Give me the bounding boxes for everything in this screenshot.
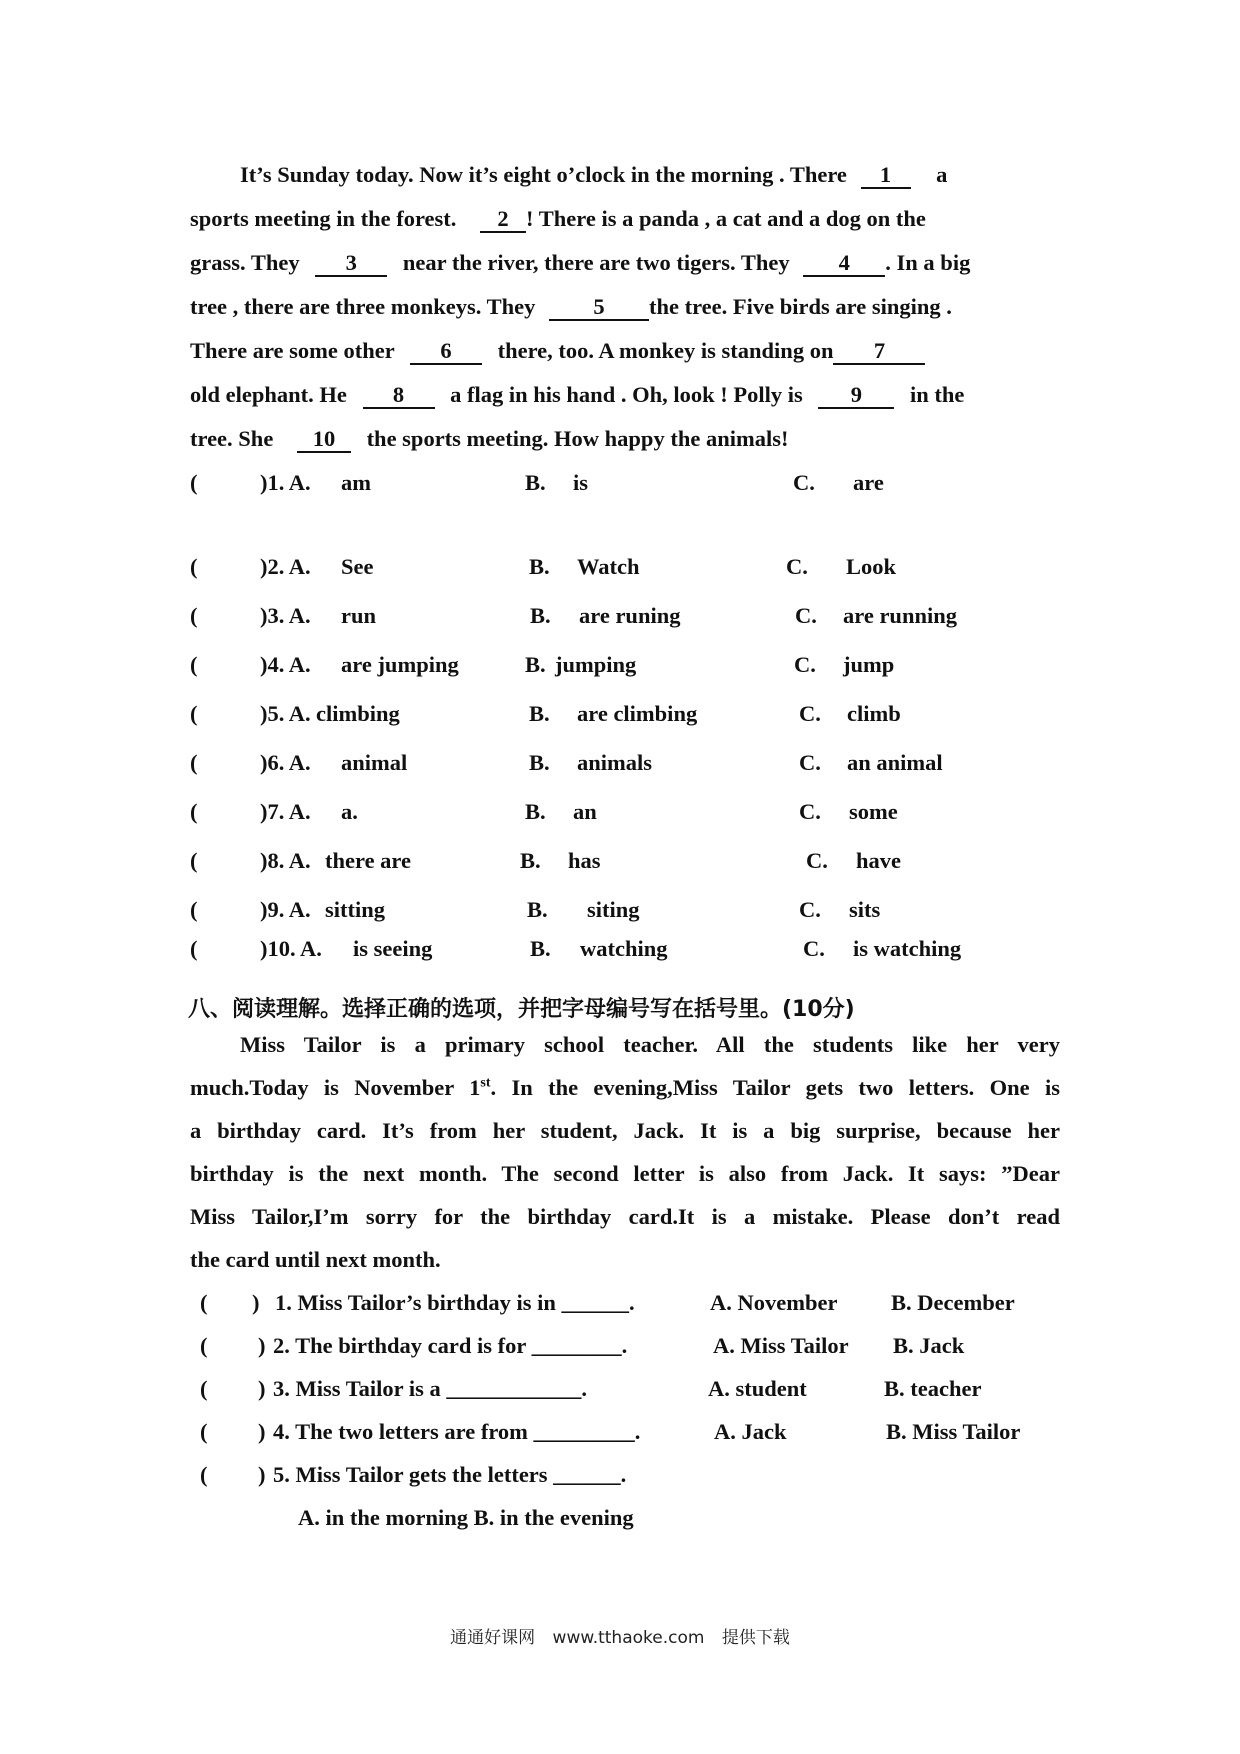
question-number: )2. A. bbox=[260, 554, 311, 579]
option-c: are running bbox=[843, 603, 957, 628]
option-a: A. Miss Tailor bbox=[713, 1333, 849, 1358]
answer-paren: ( bbox=[200, 1376, 208, 1401]
option-a: a. bbox=[341, 799, 358, 824]
option-b: has bbox=[568, 848, 601, 873]
option-c-label: C. bbox=[806, 848, 828, 873]
option-b-label: B. bbox=[525, 799, 546, 824]
cloze-text: tree , there are three monkeys. They bbox=[190, 294, 536, 319]
cloze-text: . In a big bbox=[885, 250, 971, 275]
cloze-text: tree. She bbox=[190, 426, 274, 451]
cloze-blank-8: 8 bbox=[363, 383, 435, 409]
footer-site-name: 通通好课网 bbox=[450, 1628, 536, 1648]
cloze-line-5 bbox=[190, 336, 1060, 366]
option-a: sitting bbox=[325, 897, 386, 922]
cloze-blank-10: 10 bbox=[297, 427, 351, 453]
cloze-text: a bbox=[936, 162, 948, 187]
option-b: B. December bbox=[891, 1290, 1015, 1315]
answer-paren: ( bbox=[200, 1419, 208, 1444]
option-b: an bbox=[573, 799, 597, 824]
cloze-text: old elephant. He bbox=[190, 382, 347, 407]
question-5-options: A. in the morning B. in the evening bbox=[298, 1505, 634, 1530]
question-number: )8. A. bbox=[260, 848, 311, 873]
option-a: See bbox=[341, 554, 374, 579]
option-b-label: B. bbox=[525, 652, 546, 677]
cloze-text: It’s Sunday today. Now it’s eight o’clock in the morning . There bbox=[240, 162, 847, 187]
option-c: is watching bbox=[853, 936, 962, 961]
question-number: )10. A. bbox=[260, 936, 322, 961]
reading-text: . In the evening,Miss Tailor gets two letters. One is bbox=[490, 1075, 1060, 1100]
question-number: )9. A. bbox=[260, 897, 311, 922]
footer-url[interactable]: www.tthaoke.com bbox=[552, 1628, 705, 1648]
option-b: B. teacher bbox=[884, 1376, 982, 1401]
reading-line-2 bbox=[190, 1073, 1060, 1103]
option-c-label: C. bbox=[786, 554, 808, 579]
option-a: is seeing bbox=[353, 936, 433, 961]
option-b: are runing bbox=[579, 603, 681, 628]
option-b-label: B. bbox=[529, 554, 550, 579]
cloze-blank-4: 4 bbox=[803, 251, 885, 277]
cloze-text: There are some other bbox=[190, 338, 395, 363]
footer-note: 提供下载 bbox=[721, 1628, 790, 1648]
question-text: 4. The two letters are from _________. bbox=[273, 1419, 641, 1444]
reading-text: much.Today is November 1 bbox=[190, 1075, 481, 1100]
cloze-blank-9: 9 bbox=[818, 383, 894, 409]
cloze-line-7 bbox=[190, 424, 1060, 454]
option-c-label: C. bbox=[799, 750, 821, 775]
option-b-label: B. bbox=[527, 897, 548, 922]
cloze-text: the sports meeting. How happy the animals! bbox=[366, 426, 789, 451]
cloze-text: there, too. A monkey is standing on bbox=[497, 338, 834, 363]
cloze-line-3 bbox=[190, 248, 1060, 278]
question-number: )4. A. bbox=[260, 652, 311, 677]
cloze-line-2 bbox=[190, 204, 1060, 234]
option-c: have bbox=[856, 848, 901, 873]
option-b-label: B. bbox=[530, 603, 551, 628]
cloze-text: grass. They bbox=[190, 250, 300, 275]
option-c: some bbox=[849, 799, 898, 824]
cloze-line-4 bbox=[190, 292, 1060, 322]
question-text: 2. The birthday card is for ________. bbox=[273, 1333, 628, 1358]
answer-paren: ( bbox=[190, 936, 198, 961]
answer-paren: ( bbox=[190, 603, 198, 628]
option-b-label: B. bbox=[529, 750, 550, 775]
option-b: are climbing bbox=[577, 701, 698, 726]
option-b: watching bbox=[580, 936, 668, 961]
option-b: Watch bbox=[577, 554, 640, 579]
reading-line-6: the card until next month. bbox=[190, 1247, 441, 1272]
question-number: )3. A. bbox=[260, 603, 311, 628]
reading-line-5: Miss Tailor,I’m sorry for the birthday card.It is a mistake. Please don’t read bbox=[190, 1204, 1060, 1229]
cloze-blank-6: 6 bbox=[410, 339, 482, 365]
answer-paren: ( bbox=[190, 554, 198, 579]
cloze-text: sports meeting in the forest. bbox=[190, 206, 457, 231]
answer-paren: ( bbox=[190, 799, 198, 824]
option-b-label: B. bbox=[520, 848, 541, 873]
cloze-text: in the bbox=[910, 382, 965, 407]
option-a: animal bbox=[341, 750, 408, 775]
answer-paren: ( bbox=[190, 470, 198, 495]
option-c-label: C. bbox=[799, 799, 821, 824]
option-c: an animal bbox=[847, 750, 943, 775]
option-c-label: C. bbox=[794, 652, 816, 677]
answer-paren-close: ) bbox=[258, 1333, 266, 1358]
cloze-blank-1: 1 bbox=[861, 163, 911, 189]
answer-paren: ( bbox=[190, 652, 198, 677]
option-b: siting bbox=[587, 897, 640, 922]
reading-line-1: Miss Tailor is a primary school teacher. All the students like her very bbox=[240, 1032, 1060, 1057]
option-c-label: C. bbox=[795, 603, 817, 628]
option-b-label: B. bbox=[530, 936, 551, 961]
cloze-blank-5: 5 bbox=[549, 295, 649, 321]
option-b: animals bbox=[577, 750, 653, 775]
answer-paren: ( bbox=[190, 701, 198, 726]
option-b: is bbox=[573, 470, 589, 495]
answer-paren: ( bbox=[190, 848, 198, 873]
page-footer bbox=[0, 1626, 1240, 1650]
option-a: A. Jack bbox=[714, 1419, 787, 1444]
answer-paren: ( bbox=[200, 1333, 208, 1358]
question-number: )5. A. bbox=[260, 701, 311, 726]
answer-paren-close: ) bbox=[258, 1376, 266, 1401]
section-heading: 八、阅读理解。选择正确的选项，并把字母编号写在括号里。(10分) bbox=[188, 997, 855, 1022]
cloze-line-1 bbox=[240, 160, 1060, 190]
option-b: jumping bbox=[555, 652, 637, 677]
option-a: climbing bbox=[316, 701, 400, 726]
option-c: are bbox=[853, 470, 884, 495]
cloze-text: the tree. Five birds are singing . bbox=[648, 294, 952, 319]
answer-paren: ( bbox=[190, 750, 198, 775]
option-b-label: B. bbox=[525, 470, 546, 495]
option-a: run bbox=[341, 603, 377, 628]
cloze-blank-2: 2 bbox=[480, 207, 526, 233]
question-number: )1. A. bbox=[260, 470, 311, 495]
question-number: )6. A. bbox=[260, 750, 311, 775]
option-a: am bbox=[341, 470, 371, 495]
option-c-label: C. bbox=[793, 470, 815, 495]
option-c-label: C. bbox=[799, 897, 821, 922]
option-c-label: C. bbox=[803, 936, 825, 961]
question-text: 1. Miss Tailor’s birthday is in ______. bbox=[275, 1290, 635, 1315]
cloze-text: near the river, there are two tigers. They bbox=[402, 250, 790, 275]
option-c: climb bbox=[847, 701, 901, 726]
option-c: jump bbox=[843, 652, 895, 677]
answer-paren-close: ) bbox=[258, 1419, 266, 1444]
option-b: B. Jack bbox=[893, 1333, 965, 1358]
reading-line-4: birthday is the next month. The second letter is also from Jack. It says: ”Dear bbox=[190, 1161, 1060, 1186]
option-b-label: B. bbox=[529, 701, 550, 726]
answer-paren: ( bbox=[200, 1290, 208, 1315]
answer-paren: ( bbox=[200, 1462, 208, 1487]
cloze-text: a flag in his hand . Oh, look ! Polly is bbox=[450, 382, 803, 407]
reading-line-3: a birthday card. It’s from her student, Jack. It is a big surprise, because her bbox=[190, 1118, 1060, 1143]
question-text: 3. Miss Tailor is a ____________. bbox=[273, 1376, 588, 1401]
answer-paren: ( bbox=[190, 897, 198, 922]
option-c: sits bbox=[849, 897, 881, 922]
option-a: there are bbox=[325, 848, 412, 873]
cloze-blank-7: 7 bbox=[833, 339, 925, 365]
answer-paren-close: ) bbox=[252, 1290, 260, 1315]
question-text: 5. Miss Tailor gets the letters ______. bbox=[273, 1462, 627, 1487]
question-number: )7. A. bbox=[260, 799, 311, 824]
cloze-line-6 bbox=[190, 380, 1060, 410]
ordinal-suffix: st bbox=[480, 1075, 491, 1091]
option-c: Look bbox=[846, 554, 897, 579]
cloze-blank-3: 3 bbox=[315, 251, 387, 277]
option-a: A. November bbox=[710, 1290, 838, 1315]
cloze-text: ! There is a panda , a cat and a dog on the bbox=[526, 206, 926, 231]
option-a: A. student bbox=[708, 1376, 807, 1401]
option-b: B. Miss Tailor bbox=[886, 1419, 1021, 1444]
answer-paren-close: ) bbox=[258, 1462, 266, 1487]
option-a: are jumping bbox=[341, 652, 459, 677]
option-c-label: C. bbox=[799, 701, 821, 726]
